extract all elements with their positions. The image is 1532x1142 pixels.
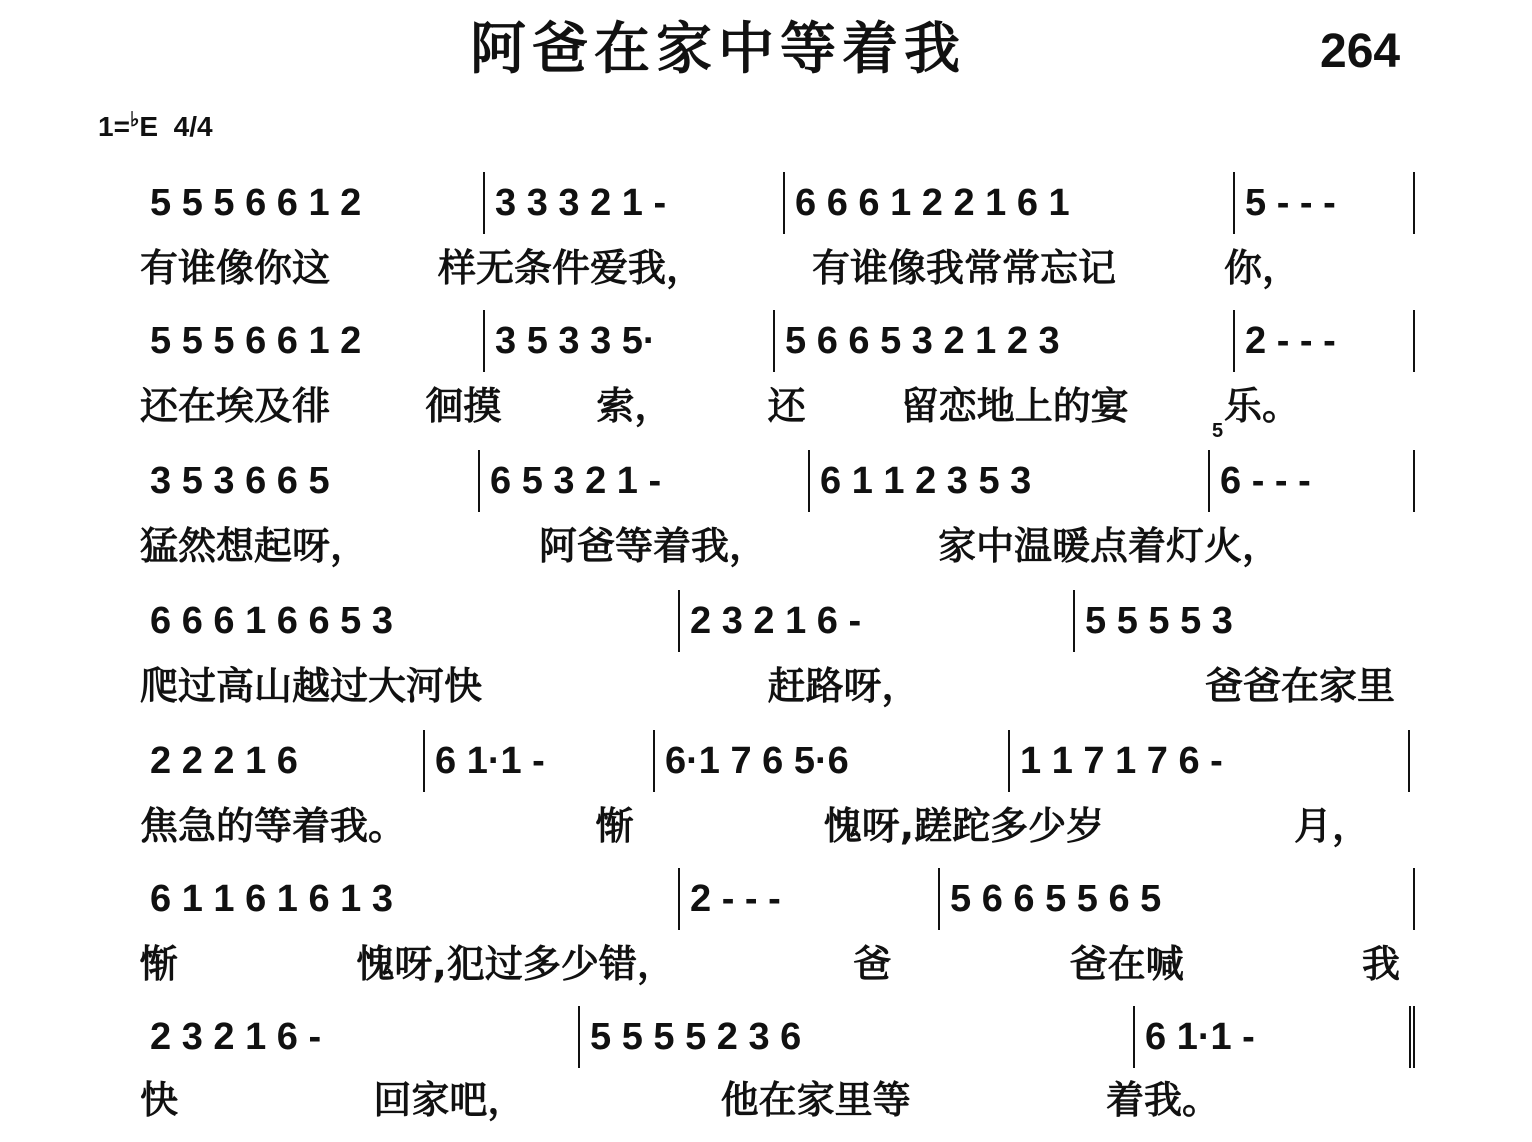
notes-row (140, 450, 1430, 512)
grace-note: 5 (1212, 420, 1224, 442)
measure: 3 3 3 2 1 - (485, 172, 785, 234)
lyric-phrase: 焦急的等着我。 (140, 804, 407, 848)
time-signature: 4/4 (173, 111, 213, 142)
lyric-phrase: 样无条件爱我， (437, 246, 704, 290)
lyric-phrase: 他在家里等 (720, 1078, 911, 1122)
measure: 6 - - - (1210, 450, 1415, 512)
lyric-phrase: 愧呀,犯过多少错， (356, 942, 675, 986)
notes-row (140, 172, 1430, 234)
lyric-phrase: 快 (140, 1078, 179, 1122)
lyrics-row (140, 380, 1300, 432)
measure: 6·1 7 6 5·6 (655, 730, 1010, 792)
measure: 2 - - - (680, 868, 940, 930)
lyric-phrase: 还 (767, 384, 806, 428)
key-prefix: 1= (98, 111, 130, 142)
notes-row (140, 868, 1430, 930)
lyric-phrase: 阿爸等着我， (538, 524, 767, 568)
lyric-phrase: 还在埃及徘 (140, 384, 331, 428)
lyric-phrase: 留恋地上的宴 (900, 384, 1129, 428)
lyrics-row (140, 1074, 1220, 1126)
measure: 6 5 3 2 1 - (480, 450, 810, 512)
lyrics-row (140, 938, 1400, 990)
measure: 5 5 5 5 3 (1085, 600, 1233, 642)
lyric-phrase: 索， (596, 384, 673, 428)
lyric-phrase: 月， (1293, 804, 1370, 848)
lyric-phrase: 猛然想起呀， (140, 524, 369, 568)
measure: 3 5 3 6 6 5 (140, 450, 480, 512)
measure: 6 1·1 - (425, 730, 655, 792)
notes-row (140, 310, 1430, 372)
measure: 2 3 2 1 6 - (680, 590, 1075, 652)
measure: 6 1 1 6 1 6 1 3 (140, 868, 680, 930)
lyric-phrase: 爸爸在家里 (1204, 664, 1395, 708)
lyric-phrase: 我 (1361, 942, 1400, 986)
lyric-phrase: 有谁像你这 (140, 246, 331, 290)
measure: 5 - - - (1235, 172, 1415, 234)
measure: 6 6 6 1 6 6 5 3 (140, 590, 680, 652)
lyric-phrase: 着我。 (1105, 1078, 1220, 1122)
lyrics-row (140, 800, 1370, 852)
lyric-phrase: 惭 (140, 942, 179, 986)
song-title: 阿爸在家中等着我 (470, 17, 966, 82)
lyric-phrase: 爬过高山越过大河快 (140, 664, 483, 708)
measure: 6 1 1 2 3 5 3 (810, 450, 1210, 512)
page-number: 264 (1320, 25, 1401, 78)
lyric-phrase: 赶路呀， (767, 664, 920, 708)
measure: 5 5 5 6 6 1 2 (140, 172, 485, 234)
lyric-phrase: 爸在喊 (1069, 942, 1184, 986)
lyric-phrase: 回家吧， (373, 1078, 526, 1122)
lyric-phrase: 徊摸 (425, 384, 502, 428)
measure: 2 - - - (1235, 310, 1415, 372)
notes-row (140, 1006, 1430, 1068)
measure: 3 5 3 3 5· (485, 310, 775, 372)
lyrics-row (140, 660, 1395, 712)
measure: 1 1 7 1 7 6 - (1010, 730, 1410, 792)
measure: 5 6 6 5 5 6 5 (940, 868, 1415, 930)
lyric-phrase: 你， (1223, 246, 1300, 290)
measure: 5 6 6 5 3 2 1 2 3 (775, 310, 1235, 372)
measure: 6 6 6 1 2 2 1 6 1 (785, 172, 1235, 234)
measure: 5 5 5 6 6 1 2 (140, 310, 485, 372)
lyric-phrase: 乐。 (1223, 384, 1300, 428)
lyric-phrase: 家中温暖点着灯火， (937, 524, 1280, 568)
key-signature (98, 110, 213, 141)
measure: 5 5 5 5 2 3 6 (580, 1006, 1135, 1068)
lyric-phrase: 有谁像我常常忘记 (811, 246, 1116, 290)
lyrics-row (140, 520, 1280, 572)
lyric-phrase: 惭 (595, 804, 634, 848)
measure: 2 2 2 1 6 (140, 730, 425, 792)
measure-final: 6 1·1 - (1135, 1006, 1415, 1068)
lyric-phrase: 愧呀,蹉跎多少岁 (823, 804, 1105, 848)
notes-row (140, 730, 1430, 792)
measure: 2 3 2 1 6 - (140, 1006, 580, 1068)
lyrics-row (140, 242, 1300, 294)
notes-row (140, 590, 1430, 652)
key-name: E (139, 111, 159, 142)
flat-sign: ♭ (129, 109, 140, 131)
lyric-phrase: 爸 (853, 942, 892, 986)
